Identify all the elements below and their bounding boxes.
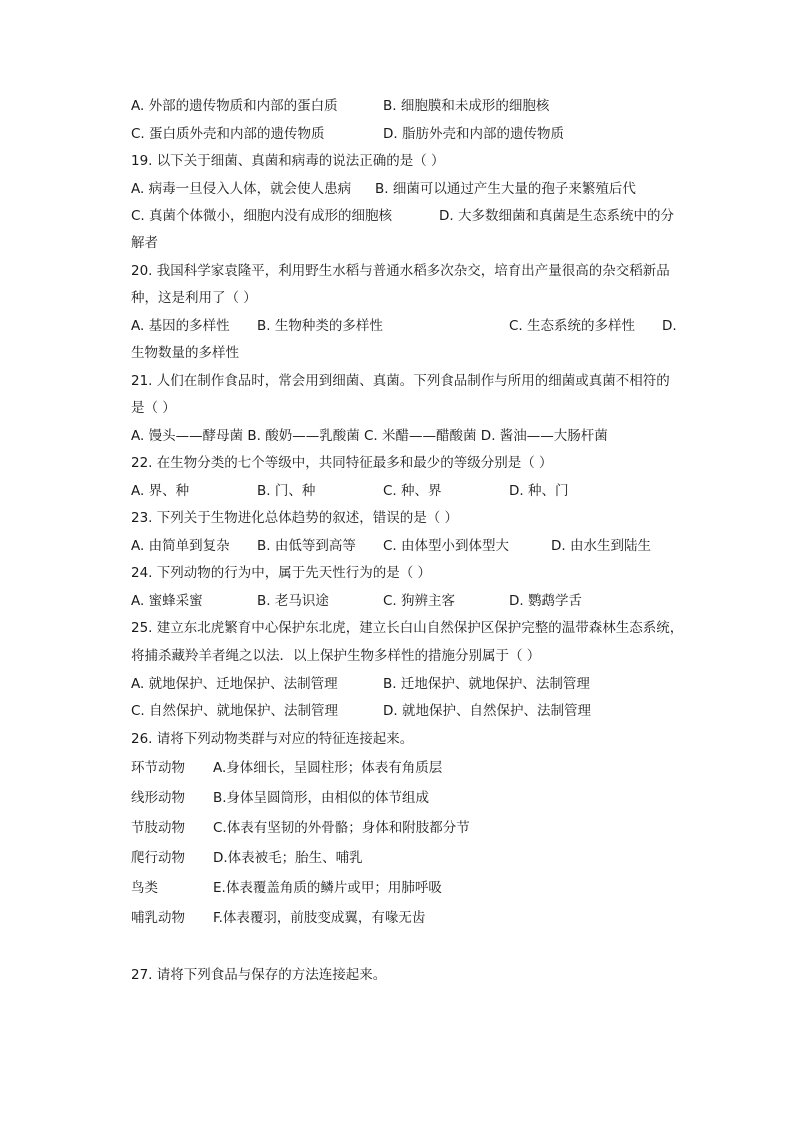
q23-option-b: B. 由低等到高等 — [257, 538, 356, 554]
q23-stem: 23. 下列关于生物进化总体趋势的叙述，错误的是（ ） — [131, 510, 459, 526]
q26-feature-label: B.身体呈圆筒形，由相似的体节组成 — [213, 790, 430, 806]
q27-stem: 27. 请将下列食品与保存的方法连接起来。 — [131, 967, 387, 983]
q21-stem-line2: 是（ ） — [131, 400, 176, 416]
q19-stem: 19. 以下关于细菌、真菌和病毒的说法正确的是（ ） — [131, 153, 445, 169]
q24-stem: 24. 下列动物的行为中，属于先天性行为的是（ ） — [131, 565, 432, 581]
q25-option-d: D. 就地保护、自然保护、法制管理 — [383, 703, 591, 719]
q21-options: A. 馒头——酵母菌 B. 酸奶——乳酸菌 C. 米醋——醋酸菌 D. 酱油——大肠杆菌 — [131, 428, 608, 444]
q22-stem: 22. 在生物分类的七个等级中，共同特征最多和最少的等级分别是（ ） — [131, 455, 553, 471]
q23-option-d: D. 由水生到陆生 — [551, 538, 651, 554]
q24-option-d: D. 鹦鹉学舌 — [509, 593, 582, 609]
q25-option-c: C. 自然保护、就地保护、法制管理 — [131, 703, 339, 719]
q26-group-label: 爬行动物 — [131, 850, 185, 866]
q23-option-c: C. 由体型小到体型大 — [383, 538, 510, 554]
q19-option-b: B. 细菌可以通过产生大量的孢子来繁殖后代 — [375, 181, 636, 197]
q26-feature-label: F.体表覆羽，前肢变成翼，有喙无齿 — [213, 910, 426, 926]
q26-feature-label: E.体表覆盖角质的鳞片或甲；用肺呼吸 — [213, 880, 442, 896]
q20-option-a: A. 基因的多样性 — [131, 318, 230, 334]
q26-group-label: 鸟类 — [131, 880, 158, 896]
q24-option-a: A. 蜜蜂采蜜 — [131, 593, 203, 609]
q26-group-label: 节肢动物 — [131, 820, 185, 836]
q22-option-b: B. 门、种 — [257, 483, 316, 499]
q20-option-c: C. 生态系统的多样性 — [509, 318, 636, 334]
q25-stem-line1: 25. 建立东北虎繁育中心保护东北虎，建立长白山自然保护区保护完整的温带森林生态系统， — [131, 620, 684, 636]
q26-stem: 26. 请将下列动物类群与对应的特征连接起来。 — [131, 731, 414, 747]
q24-option-b: B. 老马识途 — [257, 593, 329, 609]
q19-option-a: A. 病毒一旦侵入人体，就会使人患病 — [131, 181, 352, 197]
q18-option-d: D. 脂肪外壳和内部的遗传物质 — [383, 126, 564, 142]
q25-stem-line2: 将捕杀藏羚羊者绳之以法．以上保护生物多样性的措施分别属于（ ） — [131, 648, 541, 664]
q25-option-a: A. 就地保护、迁地保护、法制管理 — [131, 676, 338, 692]
q20-option-b: B. 生物种类的多样性 — [257, 318, 383, 334]
q26-feature-label: D.体表被毛；胎生、哺乳 — [213, 850, 363, 866]
q20-option-d: D. — [662, 318, 677, 334]
q19-option-c: C. 真菌个体微小，细胞内没有成形的细胞核 — [131, 208, 393, 224]
q19-option-d: D. 大多数细菌和真菌是生态系统中的分 — [439, 208, 674, 224]
q18-option-a: A. 外部的遗传物质和内部的蛋白质 — [131, 98, 338, 114]
q19-option-d-continued: 解者 — [131, 235, 158, 251]
q21-stem-line1: 21. 人们在制作食品时，常会用到细菌、真菌。下列食品制作与所用的细菌或真菌不相符的 — [131, 373, 670, 389]
q20-stem-line1: 20. 我国科学家袁隆平，利用野生水稻与普通水稻多次杂交，培育出产量很高的杂交稻新品 — [131, 263, 670, 279]
q26-group-label: 环节动物 — [131, 760, 185, 776]
q20-stem-line2: 种，这是利用了（ ） — [131, 290, 257, 306]
q24-option-c: C. 狗辨主客 — [383, 593, 456, 609]
q22-option-a: A. 界、种 — [131, 483, 190, 499]
q26-group-label: 线形动物 — [131, 790, 185, 806]
q26-group-label: 哺乳动物 — [131, 910, 185, 926]
q18-option-c: C. 蛋白质外壳和内部的遗传物质 — [131, 126, 325, 142]
q22-option-c: C. 种、界 — [383, 483, 442, 499]
q26-feature-label: A.身体细长，呈圆柱形；体表有角质层 — [213, 760, 443, 776]
q25-option-b: B. 迁地保护、就地保护、法制管理 — [383, 676, 590, 692]
q20-option-d-continued: 生物数量的多样性 — [131, 345, 239, 361]
q18-option-b: B. 细胞膜和未成形的细胞核 — [383, 98, 550, 114]
q23-option-a: A. 由简单到复杂 — [131, 538, 230, 554]
q26-feature-label: C.体表有坚韧的外骨骼；身体和附肢都分节 — [213, 820, 470, 836]
q22-option-d: D. 种、门 — [509, 483, 569, 499]
